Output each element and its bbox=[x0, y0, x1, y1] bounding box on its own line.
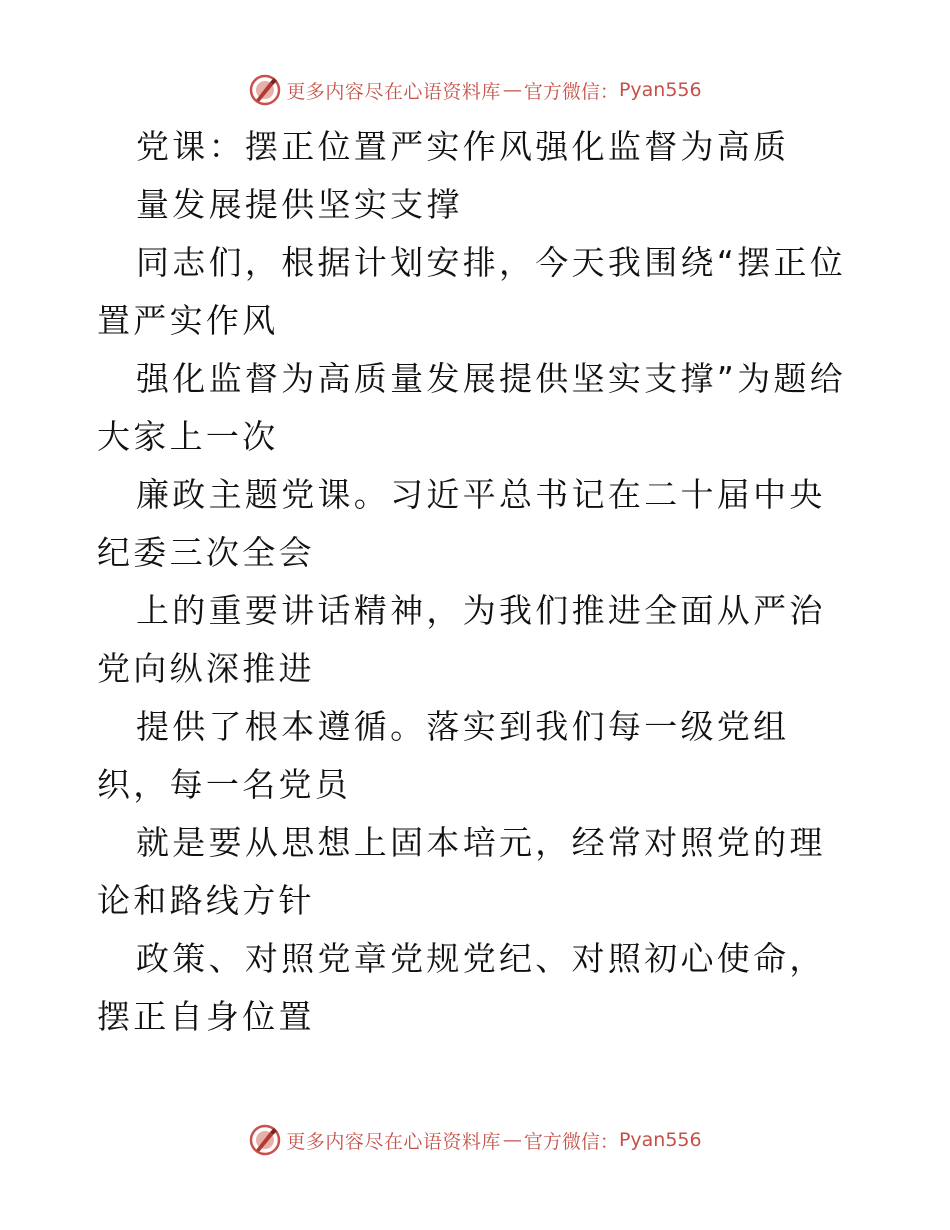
doc-line-6: 上的重要讲话精神，为我们推进全面从严治党向纵深推进 bbox=[97, 591, 826, 688]
watermark-label: 官方微信： bbox=[523, 1130, 619, 1153]
doc-line-4: 强化监督为高质量发展提供坚实支撑”为题给大家上一次 bbox=[97, 359, 847, 456]
watermark-separator: — bbox=[502, 1129, 522, 1151]
doc-line-3: 同志们，根据计划安排，今天我围绕“摆正位置严实作风 bbox=[97, 243, 847, 340]
watermark-text: 更多内容尽在心语资料库 bbox=[286, 1130, 501, 1153]
pen-seal-icon bbox=[248, 1123, 282, 1157]
doc-line-7: 提供了根本遵循。落实到我们每一级党组织，每一名党员 bbox=[97, 707, 790, 804]
pen-seal-icon bbox=[248, 73, 282, 107]
header-watermark bbox=[0, 70, 950, 110]
footer-watermark bbox=[0, 1120, 950, 1160]
watermark-text: 更多内容尽在心语资料库 bbox=[286, 80, 501, 103]
doc-line-9: 政策、对照党章党规党纪、对照初心使命，摆正自身位置 bbox=[97, 939, 826, 1036]
watermark-id: Pyan556 bbox=[618, 1129, 702, 1151]
watermark-separator: — bbox=[502, 79, 522, 101]
document-body bbox=[97, 118, 857, 1046]
doc-line-5: 廉政主题党课。习近平总书记在二十届中央纪委三次全会 bbox=[97, 475, 826, 572]
doc-line-2: 量发展提供坚实支撑 bbox=[136, 185, 463, 224]
doc-line-8: 就是要从思想上固本培元，经常对照党的理论和路线方针 bbox=[97, 823, 826, 920]
watermark-label: 官方微信： bbox=[523, 80, 619, 103]
watermark-id: Pyan556 bbox=[618, 79, 702, 101]
doc-line-1: 党课：摆正位置严实作风强化监督为高质 bbox=[136, 127, 790, 166]
